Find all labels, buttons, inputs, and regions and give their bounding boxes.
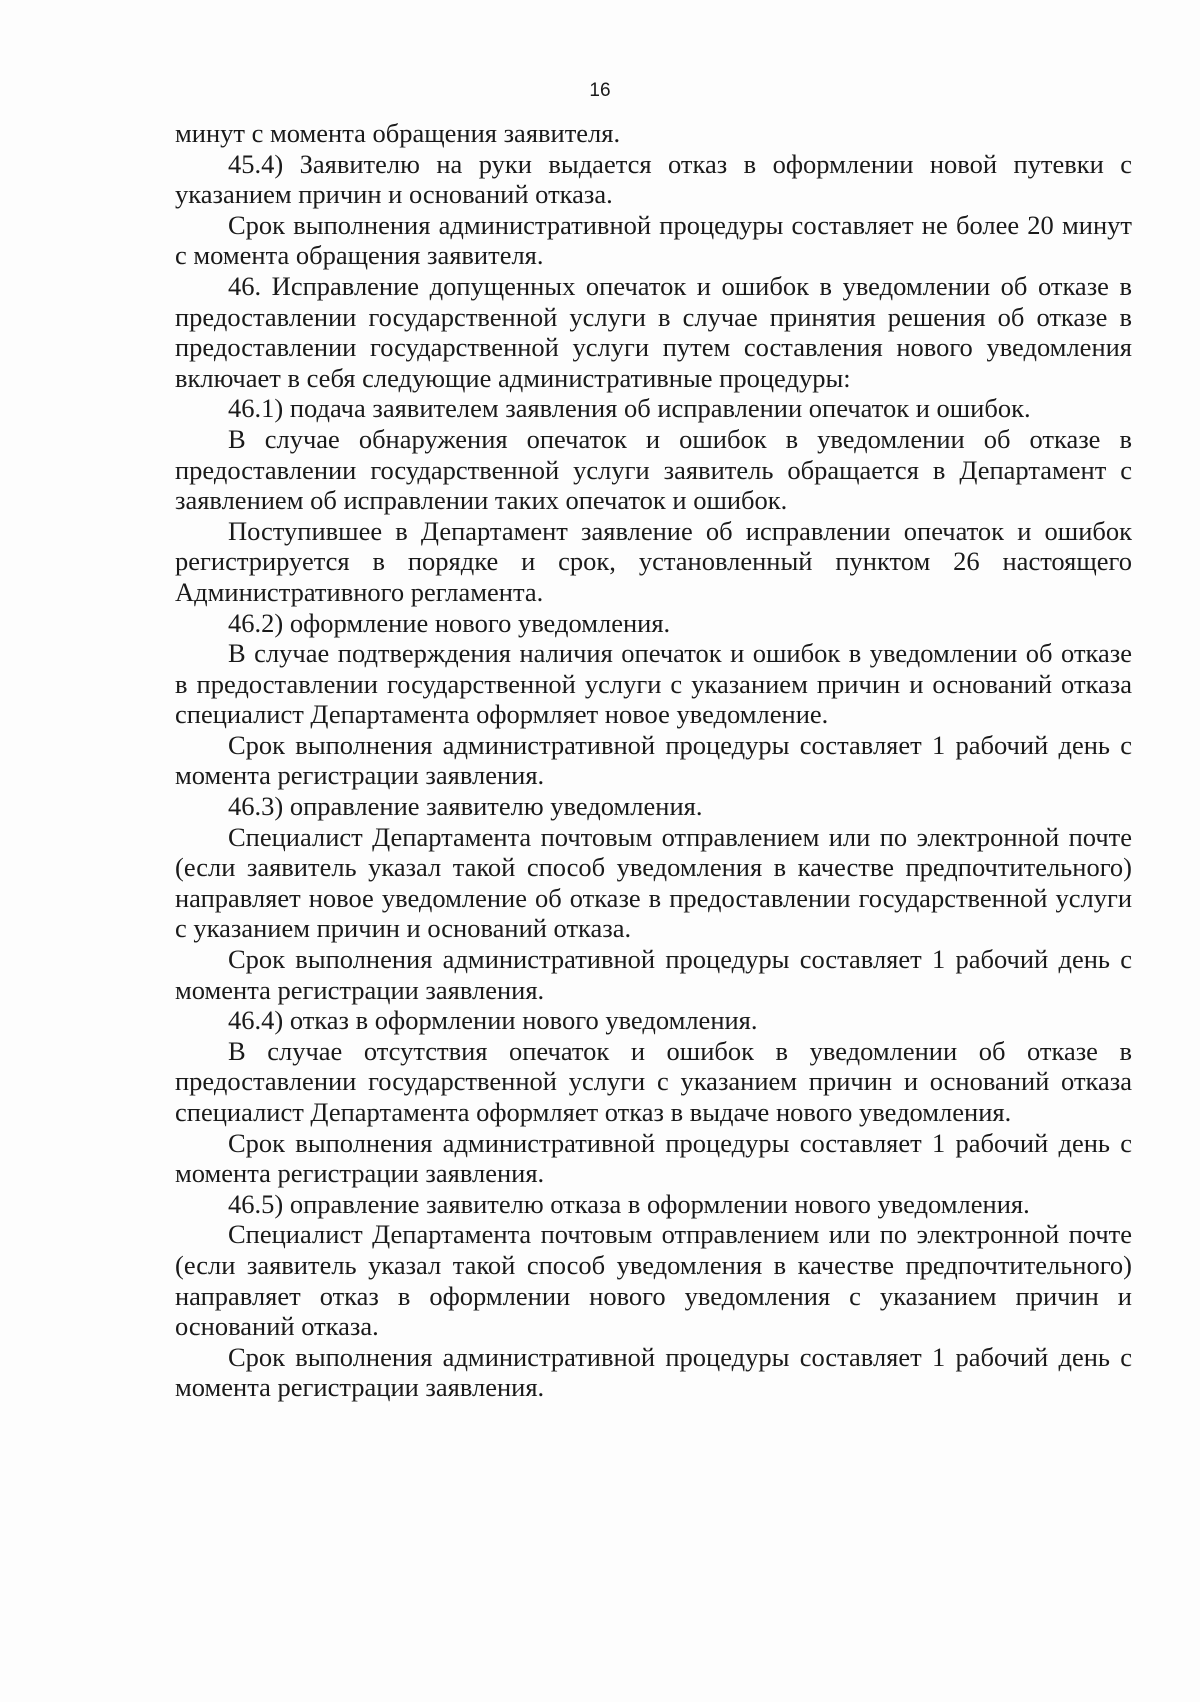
paragraph: Срок выполнения административной процедуры составляет не более 20 минут с момента обращения заявителя. (175, 209, 1132, 271)
page-number: 16 (589, 80, 611, 101)
paragraph: 46.3) оправление заявителю уведомления. (228, 791, 703, 822)
paragraph: В случае обнаружения опечаток и ошибок в уведомлении об отказе в предоставлении государственной услуги заявитель обращается в Департамент с заявлением об исправлении таких опечаток и ошибок. (175, 423, 1132, 516)
paragraph: Срок выполнения административной процедуры составляет 1 рабочий день с момента регистрации заявления. (175, 729, 1132, 791)
paragraph: 46.5) оправление заявителю отказа в оформлении нового уведомления. (228, 1188, 1030, 1219)
paragraph: 46.2) оформление нового уведомления. (228, 607, 671, 638)
paragraph: Срок выполнения административной процедуры составляет 1 рабочий день с момента регистрации заявления. (175, 944, 1132, 1005)
paragraph: В случае отсутствия опечаток и ошибок в уведомлении об отказе в предоставлении государственной услуги с указанием причин и оснований отказа специалист Департамента оформляет отказ в выдаче нового уведомления. (175, 1035, 1132, 1127)
paragraph: 46.4) отказ в оформлении нового уведомления. (228, 1005, 758, 1036)
paragraph: Срок выполнения административной процедуры составляет 1 рабочий день с момента регистрации заявления. (175, 1341, 1132, 1403)
paragraph: 46.1) подача заявителем заявления об исправлении опечаток и ошибок. (228, 393, 1031, 424)
paragraph: В случае подтверждения наличия опечаток и ошибок в уведомлении об отказе в предоставлении государственной услуги с указанием причин и оснований отказа специалист Департамента оформляет новое уведомление. (175, 638, 1132, 730)
paragraph: 45.4) Заявителю на руки выдается отказ в оформлении новой путевки с указанием причин и оснований отказа. (175, 148, 1132, 210)
paragraph: Специалист Департамента почтовым отправлением или по электронной почте (если заявитель указал такой способ уведомления в качестве предпочтительного) направляет отказ в оформлении нового уведомления с указанием причин и оснований отказа. (175, 1219, 1132, 1342)
paragraph: Поступившее в Департамент заявление об исправлении опечаток и ошибок регистрируется в порядке и срок, установленный пунктом 26 настоящего Административного регламента. (175, 515, 1132, 607)
paragraph: 46. Исправление допущенных опечаток и ошибок в уведомлении об отказе в предоставлении государственной услуги в случае принятия решения об отказе в предоставлении государственной услуги путем составления нового уведомления включает в себя следующие административные процедуры: (175, 270, 1132, 393)
paragraph: минут с момента обращения заявителя. (175, 118, 621, 148)
paragraph: Срок выполнения административной процедуры составляет 1 рабочий день с момента регистрации заявления. (175, 1127, 1132, 1189)
document-body (175, 118, 1132, 1403)
paragraph: Специалист Департамента почтовым отправлением или по электронной почте (если заявитель указал такой способ уведомления в качестве предпочтительного) направляет новое уведомление об отказе в предоставлении государственной услуги с указанием причин и оснований отказа. (175, 821, 1132, 944)
